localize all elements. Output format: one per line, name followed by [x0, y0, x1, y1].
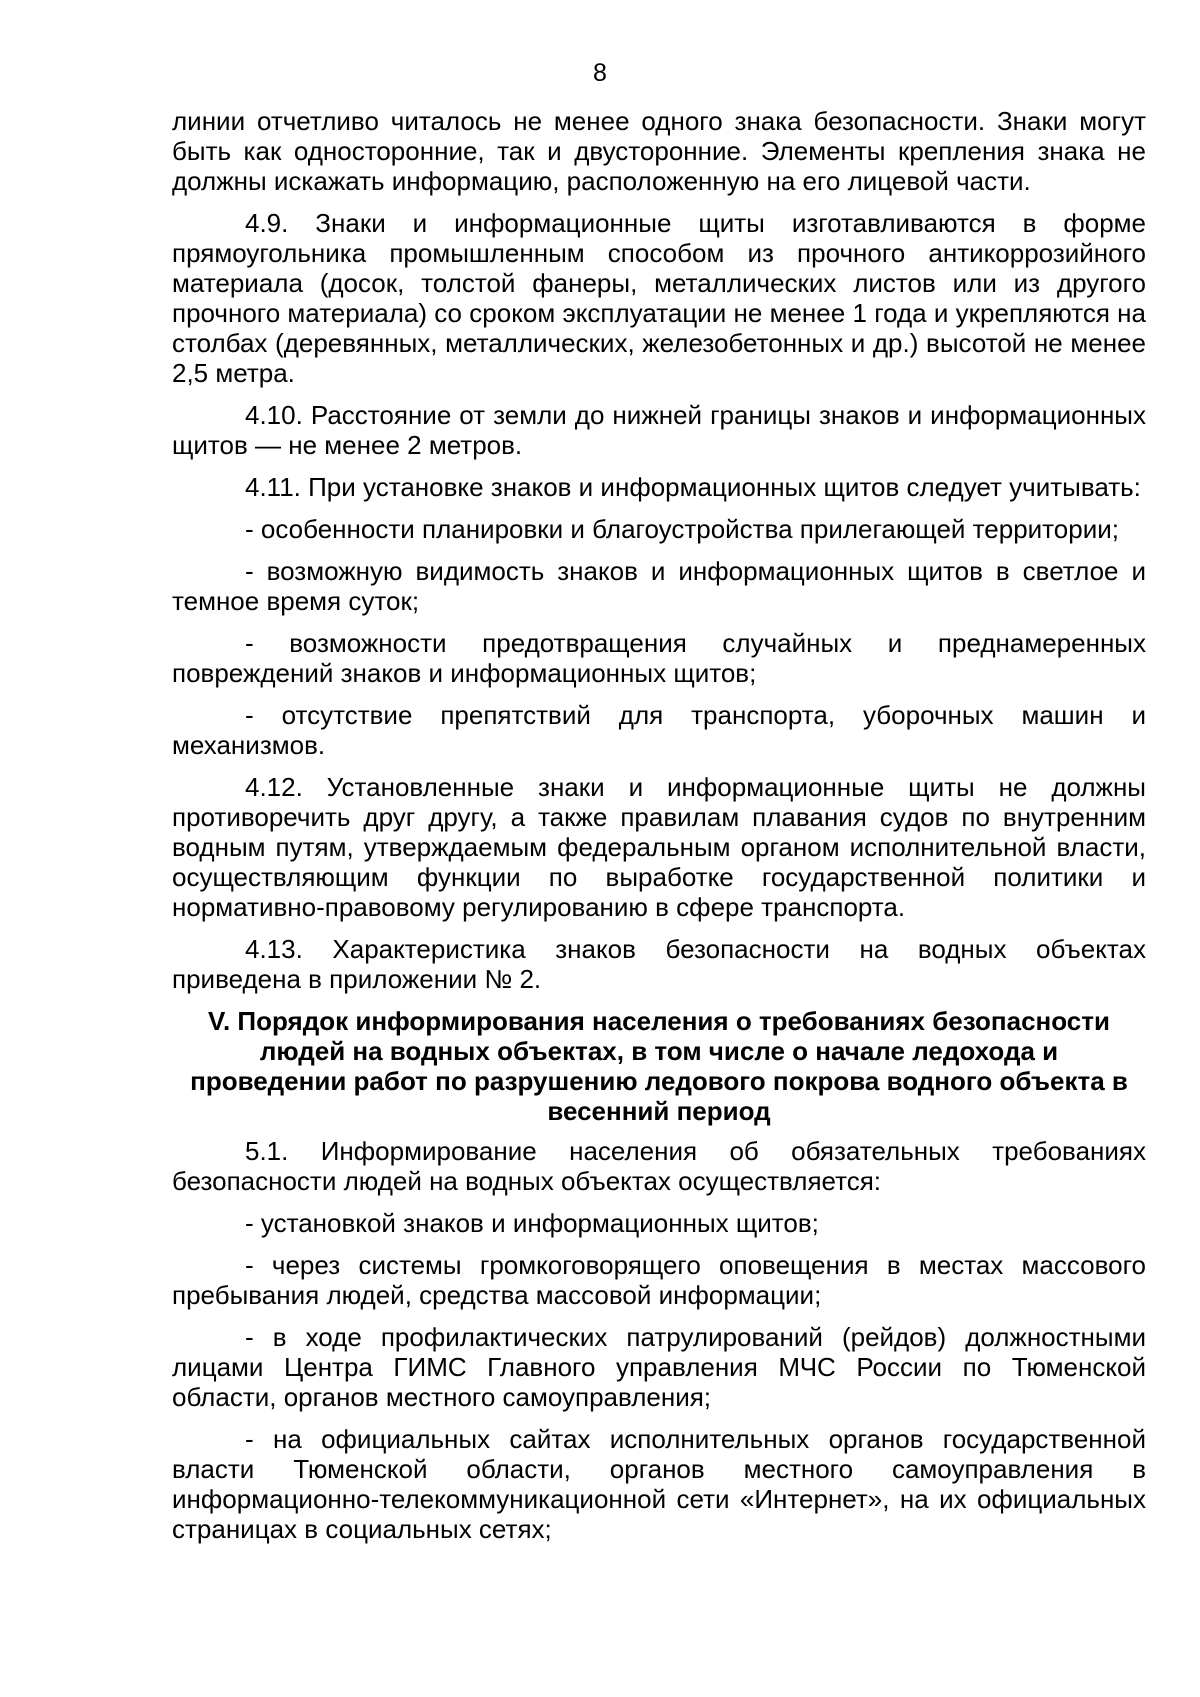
paragraphs-after-section	[172, 1136, 1146, 1544]
paragraph: - через системы громкоговорящего оповещения в местах массового пребывания людей, средства массовой информации;	[172, 1250, 1146, 1310]
paragraphs-before-section	[172, 106, 1146, 994]
paragraph: - отсутствие препятствий для транспорта, уборочных машин и механизмов.	[172, 700, 1146, 760]
paragraph: линии отчетливо читалось не менее одного знака безопасности. Знаки могут быть как односторонние, так и двусторонние. Элементы крепления знака не должны искажать информацию, расположенную на его лицевой части.	[172, 106, 1146, 196]
paragraph: - возможности предотвращения случайных и преднамеренных повреждений знаков и информационных щитов;	[172, 628, 1146, 688]
paragraph: - установкой знаков и информационных щитов;	[245, 1208, 819, 1238]
document-body	[172, 106, 1146, 1556]
paragraph: 4.10. Расстояние от земли до нижней границы знаков и информационных щитов — не менее 2 метров.	[172, 400, 1146, 460]
paragraph: - в ходе профилактических патрулирований (рейдов) должностными лицами Центра ГИМС Главного управления МЧС России по Тюменской области, органов местного самоуправления;	[172, 1322, 1146, 1412]
page-number: 8	[593, 59, 607, 87]
paragraph: 4.9. Знаки и информационные щиты изготавливаются в форме прямоугольника промышленным способом из прочного антикоррозийного материала (досок, толстой фанеры, металлических листов или из другого прочного материала) со сроком эксплуатации не менее 1 года и укрепляются на столбах (деревянных, металлических, железобетонных и др.) высотой не менее 2,5 метра.	[172, 208, 1146, 388]
paragraph: 4.11. При установке знаков и информационных щитов следует учитывать:	[245, 472, 1141, 502]
paragraph: - возможную видимость знаков и информационных щитов в светлое и темное время суток;	[172, 556, 1146, 616]
paragraph: 5.1. Информирование населения об обязательных требованиях безопасности людей на водных объектах осуществляется:	[172, 1136, 1146, 1196]
section-heading: V. Порядок информирования населения о требованиях безопасности людей на водных объектах, в том числе о начале ледохода и проведении работ по разрушению ледового покрова водного объекта в весенний период	[190, 1006, 1128, 1126]
paragraph: 4.12. Установленные знаки и информационные щиты не должны противоречить друг другу, а также правилам плавания судов по внутренним водным путям, утверждаемым федеральным органом исполнительной власти, осуществляющим функции по выработке государственной политики и нормативно-правовому регулированию в сфере транспорта.	[172, 772, 1146, 922]
paragraph: 4.13. Характеристика знаков безопасности на водных объектах приведена в приложении № 2.	[172, 934, 1146, 994]
paragraph: - на официальных сайтах исполнительных органов государственной власти Тюменской области, органов местного самоуправления в информационно-телекоммуникационной сети «Интернет», на их официальных страницах в социальных сетях;	[172, 1424, 1146, 1544]
paragraph: - особенности планировки и благоустройства прилегающей территории;	[245, 514, 1119, 544]
